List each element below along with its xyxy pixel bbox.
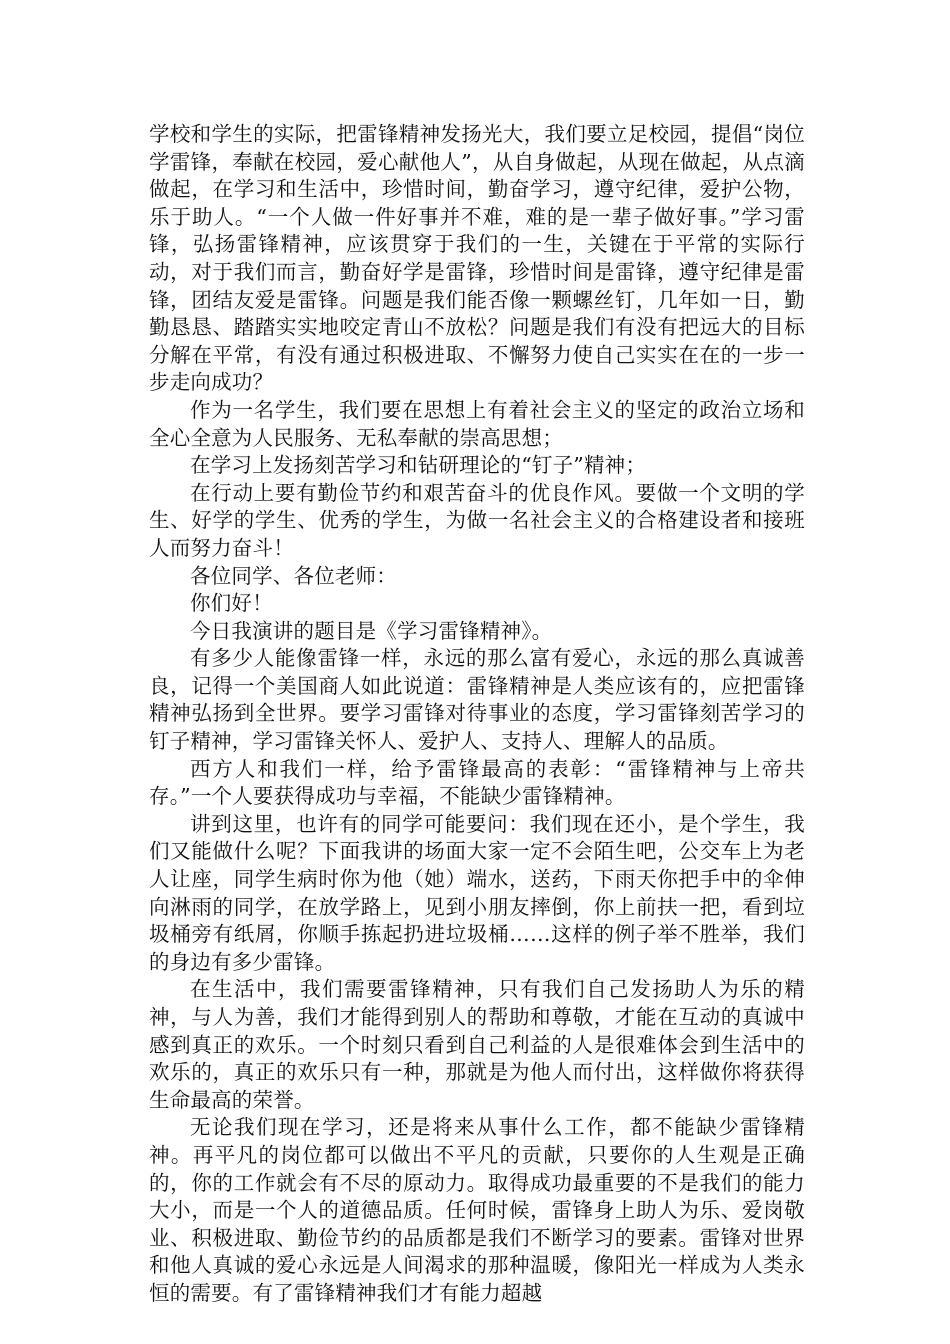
paragraph-5: 各位同学、各位老师： (190, 563, 397, 588)
paragraph-1: 学校和学生的实际，把雷锋精神发扬光大，我们要立足校园，提倡“岗位学雷锋，奉献在校园，爱心献他人”，从自身做起，从现在做起，从点滴做起，在学习和生活中，珍惜时间，勤奋学习，遵守纪律，爱护公物，乐于助人。“一个人做一件好事并不难，难的是一辈子做好事。”学习雷锋，弘扬雷锋精神，应该贯穿于我们的一生，关键在于平常的实际行动，对于我们而言，勤奋好学是雷锋，珍惜时间是雷锋，遵守纪律是雷锋，团结友爱是雷锋。问题是我们能否像一颗螺丝钉，几年如一日，勤勤恳恳、踏踏实实地咬定青山不放松？问题是我们有没有把远大的目标分解在平常，有没有通过积极进取、不懈努力使自己实实在在的一步一步走向成功？ (149, 122, 805, 395)
paragraph-10: 讲到这里，也许有的同学可能要问：我们现在还小，是个学生，我们又能做什么呢？下面我讲的场面大家一定不会陌生吧，公交车上为老人让座，同学生病时你为他（她）端水，送药，下雨天你把手中的伞伸向淋雨的同学，在放学路上，见到小朋友摔倒，你上前扶一把，看到垃圾桶旁有纸屑，你顺手拣起扔进垃圾桶……这样的例子举不胜举，我们的身边有多少雷锋。 (149, 811, 805, 974)
paragraph-8: 有多少人能像雷锋一样，永远的那么富有爱心，永远的那么真诚善良，记得一个美国商人如此说道：雷锋精神是人类应该有的，应把雷锋精神弘扬到全世界。要学习雷锋对待事业的态度，学习雷锋刻苦学习的钉子精神，学习雷锋关怀人、爱护人、支持人、理解人的品质。 (149, 646, 805, 754)
paragraph-2: 作为一名学生，我们要在思想上有着社会主义的坚定的政治立场和全心全意为人民服务、无私奉献的崇高思想； (149, 397, 805, 450)
paragraph-6: 你们好！ (190, 591, 273, 616)
paragraph-3: 在学习上发扬刻苦学习和钻研理论的“钉子”精神； (190, 453, 647, 478)
paragraph-7: 今日我演讲的题目是《学习雷锋精神》。 (190, 618, 553, 643)
document-body (149, 121, 805, 1308)
paragraph-4: 在行动上要有勤俭节约和艰苦奋斗的优良作风。要做一个文明的学生、好学的学生、优秀的学生，为做一名社会主义的合格建设者和接班人而努力奋斗！ (149, 480, 805, 560)
paragraph-9: 西方人和我们一样，给予雷锋最高的表彰：“雷锋精神与上帝共存。”一个人要获得成功与幸福，不能缺少雷锋精神。 (149, 756, 805, 809)
paragraph-11: 在生活中，我们需要雷锋精神，只有我们自己发扬助人为乐的精神，与人为善，我们才能得到别人的帮助和尊敬，才能在互动的真诚中感到真正的欢乐。一个时刻只看到自己利益的人是很难体会到生活中的欢乐的，真正的欢乐只有一种，那就是为他人而付出，这样做你将获得生命最高的荣誉。 (149, 977, 805, 1112)
paragraph-12: 无论我们现在学习，还是将来从事什么工作，都不能缺少雷锋精神。再平凡的岗位都可以做出不平凡的贡献，只要你的人生观是正确的，你的工作就会有不尽的原动力。取得成功最重要的不是我们的能力大小，而是一个人的道德品质。任何时候，雷锋身上助人为乐、爱岗敬业、积极进取、勤俭节约的品质都是我们不断学习的要素。雷锋对世界和他人真诚的爱心永远是人间渴求的那种温暖，像阳光一样成为人类永恒的需要。有了雷锋精神我们才有能力超越 (149, 1115, 805, 1305)
